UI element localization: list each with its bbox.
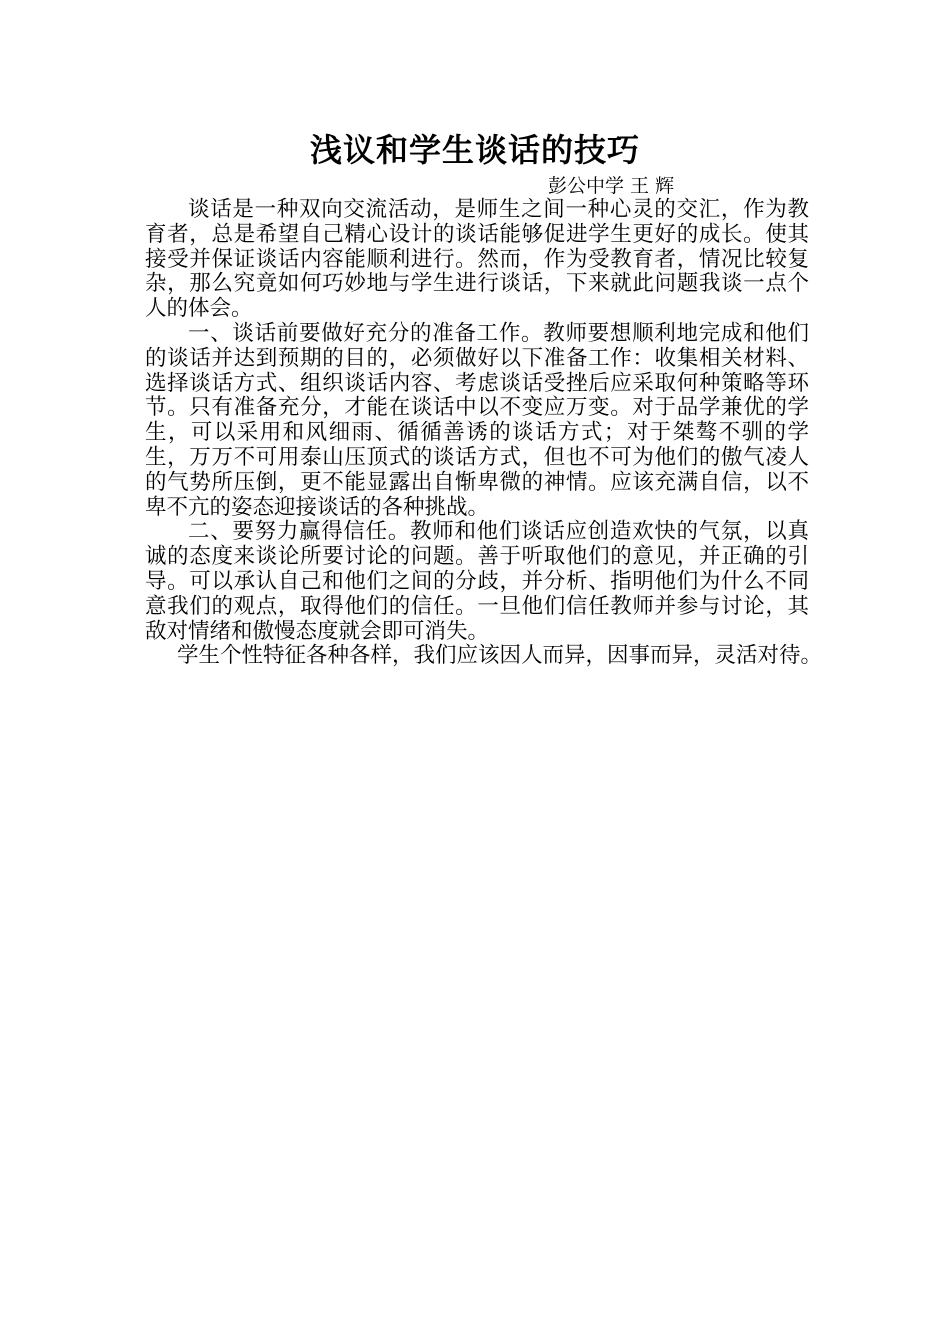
document-body (145, 197, 823, 669)
paragraph-trust: 二、要努力赢得信任。教师和他们谈话应创造欢快的气氛，以真诚的态度来谈论所要讨论的问题。善于听取他们的意见，并正确的引导。可以承认自己和他们之间的分歧，并分析、指明他们为什么不同意我们的观点，取得他们的信任。一旦他们信任教师并参与讨论，其敌对情绪和傲慢态度就会即可消失。 (145, 519, 809, 644)
author-line: 彭公中学 王 辉 (548, 175, 675, 197)
paragraph-conclusion: 学生个性特征各种各样，我们应该因人而异，因事而异，灵活对待。 (177, 643, 823, 669)
document-title: 浅议和学生谈话的技巧 (309, 131, 640, 169)
paragraph-intro: 谈话是一种双向交流活动，是师生之间一种心灵的交汇，作为教育者，总是希望自己精心设计的谈话能够促进学生更好的成长。使其接受并保证谈话内容能顺利进行。然而，作为受教育者，情况比较复杂，那么究竟如何巧妙地与学生进行谈话，下来就此问题我谈一点个人的体会。 (145, 197, 809, 322)
paragraph-preparation: 一、谈话前要做好充分的准备工作。教师要想顺利地完成和他们的谈话并达到预期的目的，必须做好以下准备工作：收集相关材料、选择谈话方式、组织谈话内容、考虑谈话受挫后应采取何种策略等环节。只有准备充分，才能在谈话中以不变应万变。对于品学兼优的学生，可以采用和风细雨、循循善诱的谈话方式；对于桀骜不驯的学生，万万不可用泰山压顶式的谈话方式，但也不可为他们的傲气凌人的气势所压倒，更不能显露出自惭卑微的神情。应该充满自信，以不卑不亢的姿态迎接谈话的各种挑战。 (145, 320, 809, 520)
